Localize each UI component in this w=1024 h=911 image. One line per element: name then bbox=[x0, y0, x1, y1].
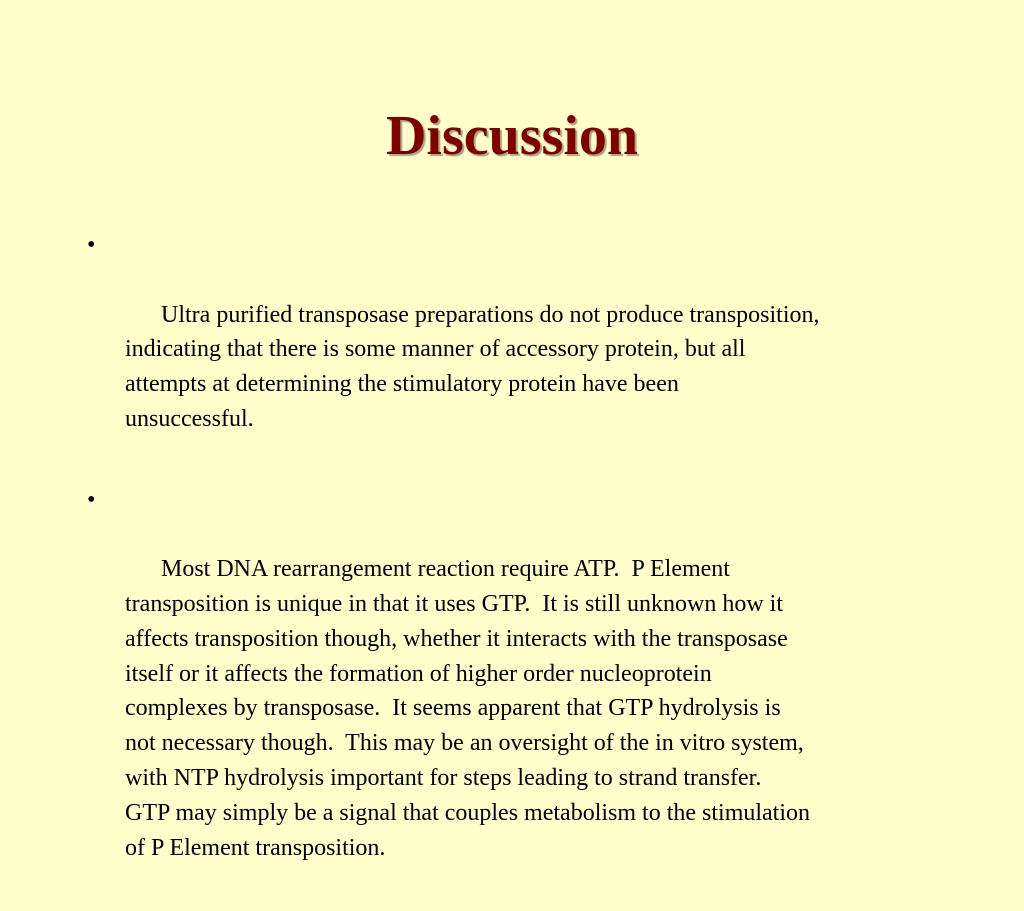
bullet-list bbox=[87, 228, 967, 911]
bullet-text: Most DNA rearrangement reaction require ATP. P Element transposition is unique in that it uses GTP. It is still unknown how it affects transposition though, whether it interacts with the transposase itself or it affects the formation of higher order nucleoprotein complexes by transposase. It seems apparent that GTP hydrolysis is not necessary though. This may be an oversight of the in vitro system, with NTP hydrolysis important for steps leading to strand transfer. GTP may simply be a signal that couples metabolism to the stimulation of P Element transposition. bbox=[125, 556, 811, 861]
bullet-item bbox=[87, 483, 967, 901]
bullet-dot-icon: • bbox=[87, 232, 96, 258]
slide-title: Discussion bbox=[385, 105, 639, 167]
bullet-item bbox=[87, 228, 967, 472]
bullet-dot-icon: • bbox=[87, 486, 96, 513]
bullet-text: Ultra purified transposase preparations do not produce transposition, indicating that there is some manner of accessory protein, but all attempts at determining the stimulatory protein have been unsuccessful. bbox=[125, 301, 820, 432]
